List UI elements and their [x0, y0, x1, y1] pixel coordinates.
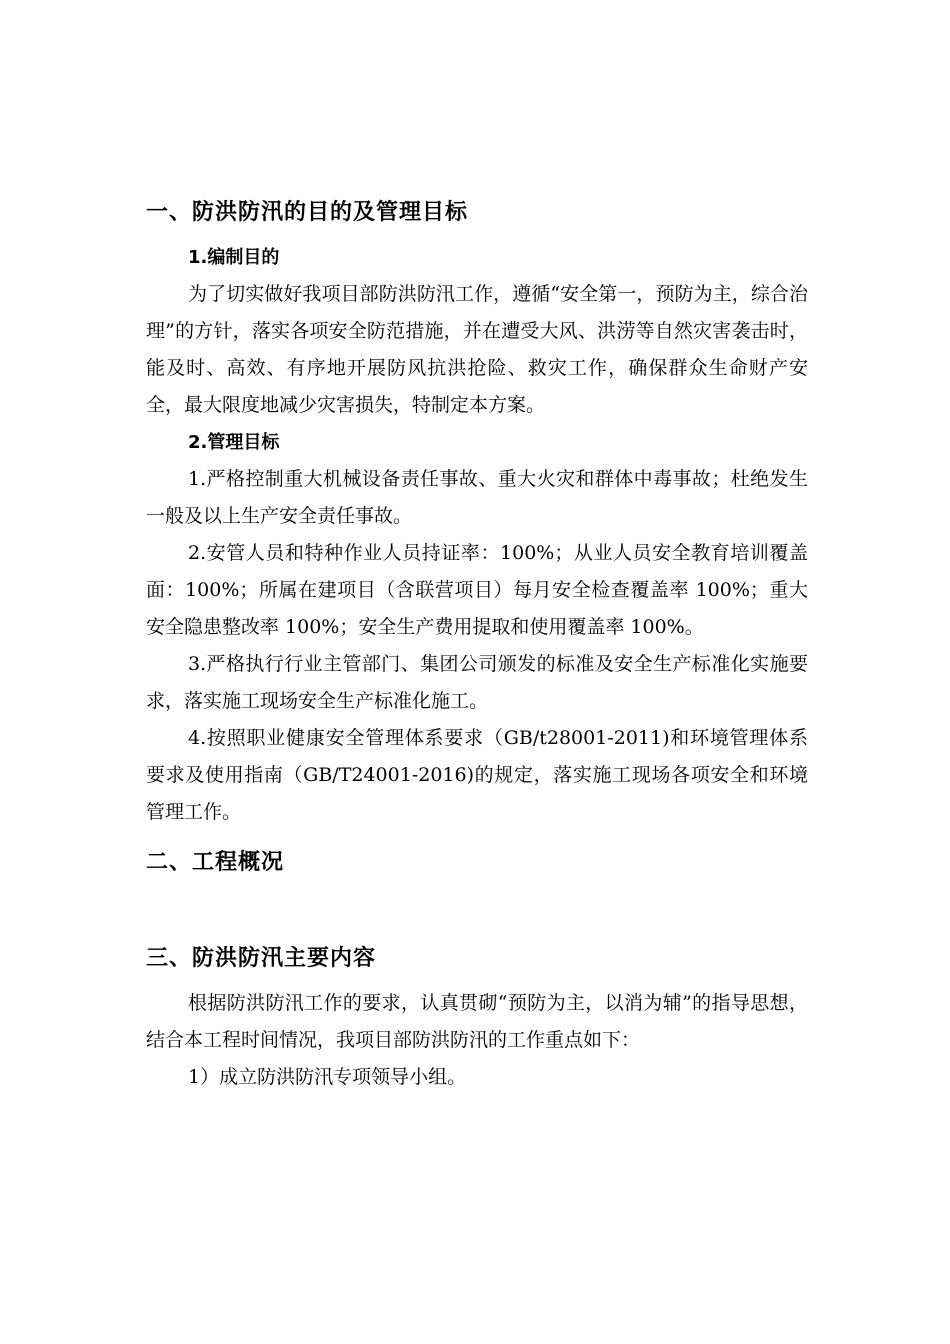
- content-item-1: 1）成立防洪防汛专项领导小组。: [188, 1066, 467, 1088]
- goal-item-4: 4.按照职业健康安全管理体系要求（GB/t28001-2011)和环境管理体系要求及使用指南（GB/T24001-2016)的规定，落实施工现场各项安全和环境管理工作。: [146, 727, 808, 823]
- goal-item-2: 2.安管人员和特种作业人员持证率：100%；从业人员安全教育培训覆盖面：100%；所属在建项目（含联营项目）每月安全检查覆盖率 100%；重大安全隐患整改率 100%；安全生产费用提取和使用覆盖率 100%。: [146, 542, 808, 638]
- goal-item-1: 1.严格控制重大机械设备责任事故、重大火灾和群体中毒事故；杜绝发生一般及以上生产安全责任事故。: [146, 468, 808, 527]
- section-heading-3: 三、防洪防汛主要内容: [146, 946, 377, 971]
- goal-item-3: 3.严格执行行业主管部门、集团公司颁发的标准及安全生产标准化实施要求，落实施工现场安全生产标准化施工。: [146, 653, 808, 712]
- subheading-management-goals: 2.管理目标: [188, 432, 280, 453]
- paragraph-main-content: 根据防洪防汛工作的要求，认真贯砌“预防为主，以消为辅”的指导思想，结合本工程时间情况，我项目部防洪防汛的工作重点如下：: [146, 992, 808, 1051]
- section-heading-2: 二、工程概况: [146, 850, 285, 875]
- document-page: [146, 193, 808, 1096]
- section-heading-1: 一、防洪防汛的目的及管理目标: [146, 200, 469, 225]
- subheading-purpose: 1.编制目的: [188, 247, 280, 268]
- paragraph-purpose: 为了切实做好我项目部防洪防汛工作，遵循“安全第一，预防为主，综合治理”的方针，落实各项安全防范措施，并在遭受大风、洪涝等自然灾害袭击时，能及时、高效、有序地开展防风抗洪抢险、救灾工作，确保群众生命财产安全，最大限度地减少灾害损失，特制定本方案。: [146, 283, 808, 416]
